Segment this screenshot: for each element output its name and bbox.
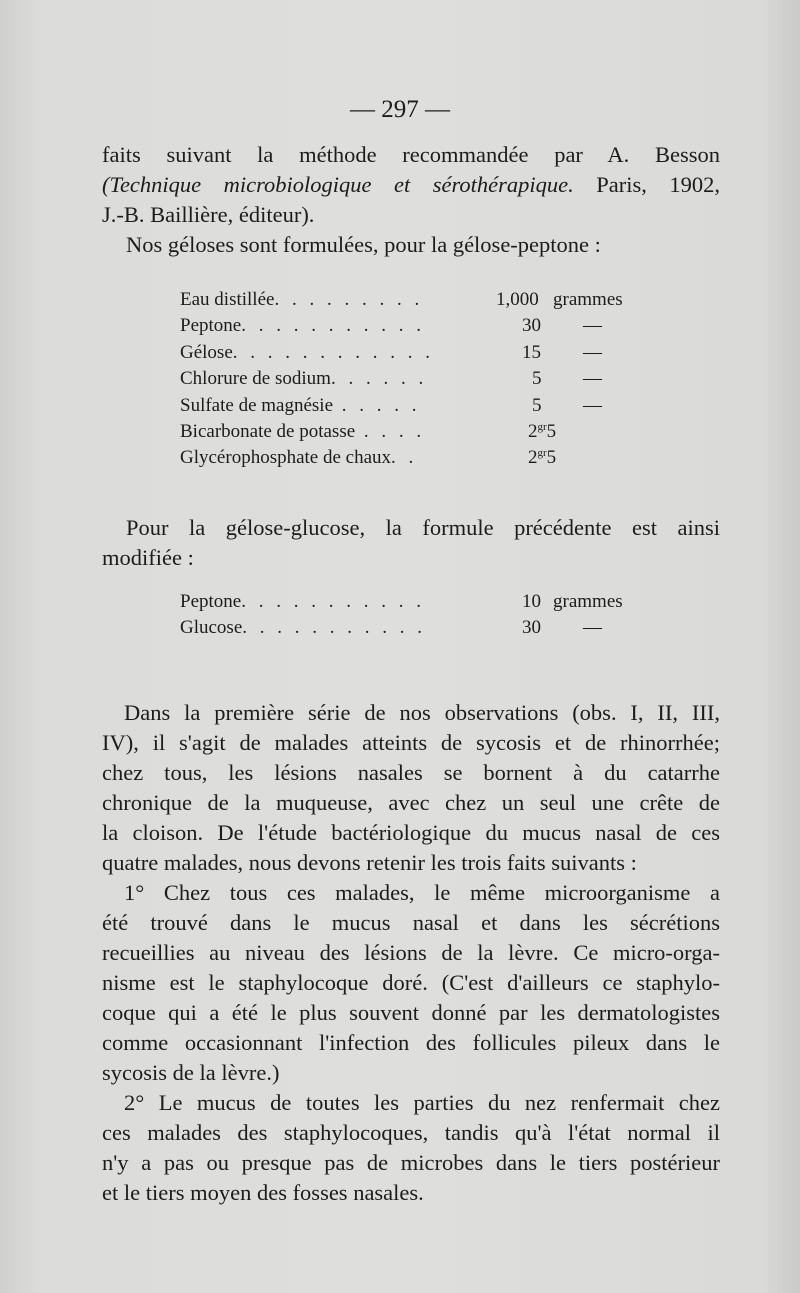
quantity-decimal: 5: [546, 447, 557, 469]
quantity: 10: [522, 591, 541, 612]
text-line: 2° Le mucus de toutes les parties du nez renfermait chez: [124, 1090, 720, 1115]
ingredient: [180, 419, 425, 445]
unit: —: [583, 368, 602, 390]
leader-dots: . . . .: [355, 420, 426, 442]
leader-dots: . . . . . . . . .: [274, 289, 424, 310]
text-line: Pour la gélose-glucose, la formule précédente est ainsi: [126, 515, 720, 540]
text-line: quatre malades, nous devons retenir les trois faits suivants :: [102, 850, 637, 875]
text-line: sycosis de la lèvre.): [102, 1060, 280, 1085]
quantity: 15: [522, 341, 541, 363]
recipe-row: [180, 615, 640, 641]
text-line: J.-B. Baillière, éditeur).: [102, 202, 315, 227]
ingredient-name: Peptone: [180, 591, 242, 612]
quantity: 5: [532, 394, 542, 416]
ingredient-name: Eau distillée: [180, 289, 275, 310]
quantity: [528, 419, 556, 445]
leader-dots: . . . . . . . . . . . .: [232, 341, 435, 363]
recipe-row: [180, 366, 640, 392]
text-line: n'y a pas ou presque pas de microbes dans le tiers postérieur: [102, 1150, 720, 1175]
ingredient-name: Glycérophosphate de chaux: [180, 447, 392, 469]
recipe-row: [180, 445, 640, 471]
text-line: été trouvé dans le mucus nasal et dans les sécrétions: [102, 910, 720, 935]
text-line: Dans la première série de nos observations (obs. I, II, III,: [124, 700, 720, 725]
recipe-table-peptone: [180, 287, 640, 472]
ingredient-name: Gélose: [180, 341, 233, 363]
text-line: modifiée :: [102, 545, 194, 570]
text-line: [102, 170, 720, 200]
quantity: 30: [522, 315, 541, 337]
text-line: et le tiers moyen des fosses nasales.: [102, 1180, 424, 1205]
unit: grammes: [553, 289, 623, 310]
ingredient: [180, 445, 417, 471]
text-line: la cloison. De l'étude bactériologique du mucus nasal de ces: [102, 820, 720, 845]
text-line: ces malades des staphylocoques, tandis qu'à l'état normal il: [102, 1120, 720, 1145]
page-number: — 297 —: [350, 96, 450, 123]
quantity-unit-sup: gr: [537, 447, 547, 460]
text-line: 1° Chez tous ces malades, le même microorganisme a: [124, 880, 720, 905]
recipe-row: [180, 393, 640, 419]
intro-paragraph: [102, 140, 720, 260]
leader-dots: . . . . . . . . . . .: [241, 591, 425, 612]
ingredient-name: Sulfate de magnésie: [180, 394, 334, 416]
leader-dots: . . . . .: [333, 394, 421, 416]
glucose-paragraph: [102, 513, 720, 573]
text-line: chronique de la muqueuse, avec chez un seul une crête de: [102, 790, 720, 815]
ingredient-name: Chlorure de sodium: [180, 368, 331, 390]
quantity-whole: 2: [528, 420, 538, 442]
text-line: coque qui a été le plus souvent donné par les dermatologistes: [102, 1000, 720, 1025]
observations-paragraph: [102, 698, 720, 878]
text-line: IV), il s'agit de malades atteints de sycosis et de rhinorrhée;: [102, 730, 720, 755]
ingredient: [180, 287, 423, 313]
italic-title: (Technique microbiologique et sérothérapique.: [102, 172, 574, 197]
text-line: Nos géloses sont formulées, pour la gélose-peptone :: [126, 232, 601, 257]
recipe-row: [180, 313, 640, 339]
recipe-row: [180, 340, 640, 366]
unit: —: [583, 315, 602, 337]
quantity: 1,000: [496, 289, 539, 310]
recipe-row: [180, 419, 640, 445]
quantity-decimal: 5: [546, 420, 557, 442]
ingredient-name: Glucose: [180, 617, 243, 639]
text-line: recueillies au niveau des lésions de la lèvre. Ce micro-orga-: [102, 940, 720, 965]
ingredient: [180, 589, 425, 615]
leader-dots: . .: [391, 447, 418, 469]
ingredient: [180, 615, 426, 641]
text-fragment: Paris, 1902,: [573, 172, 721, 197]
quantity-unit-sup: gr: [537, 420, 547, 433]
text-line: faits suivant la méthode recommandée par A. Besson: [102, 142, 720, 167]
ingredient-name: Bicarbonate de potasse: [180, 420, 356, 442]
unit: grammes: [553, 591, 623, 612]
recipe-table-glucose: [180, 589, 640, 642]
leader-dots: . . . . . . . . . . .: [242, 617, 427, 639]
text-line: nisme est le staphylocoque doré. (C'est d'ailleurs ce staphylo-: [102, 970, 720, 995]
ingredient: [180, 393, 421, 419]
point-1-paragraph: [102, 878, 720, 1088]
quantity-whole: 2: [528, 447, 538, 469]
leader-dots: . . . . . . . . . . .: [241, 315, 425, 337]
point-2-paragraph: [102, 1088, 720, 1208]
quantity: 5: [532, 368, 542, 390]
text-line: comme occasionnant l'infection des follicules pileux dans le: [102, 1030, 720, 1055]
ingredient-name: Peptone: [180, 315, 242, 337]
ingredient: [180, 340, 434, 366]
ingredient: [180, 313, 425, 339]
ingredient: [180, 366, 427, 392]
recipe-row: [180, 287, 640, 313]
quantity: [528, 445, 556, 471]
leader-dots: . . . . . .: [330, 368, 428, 390]
recipe-row: [180, 589, 640, 615]
quantity: 30: [522, 617, 541, 639]
unit: —: [583, 341, 602, 363]
unit: —: [583, 617, 602, 639]
unit: —: [583, 394, 602, 416]
text-line: chez tous, les lésions nasales se bornent à du catarrhe: [102, 760, 720, 785]
